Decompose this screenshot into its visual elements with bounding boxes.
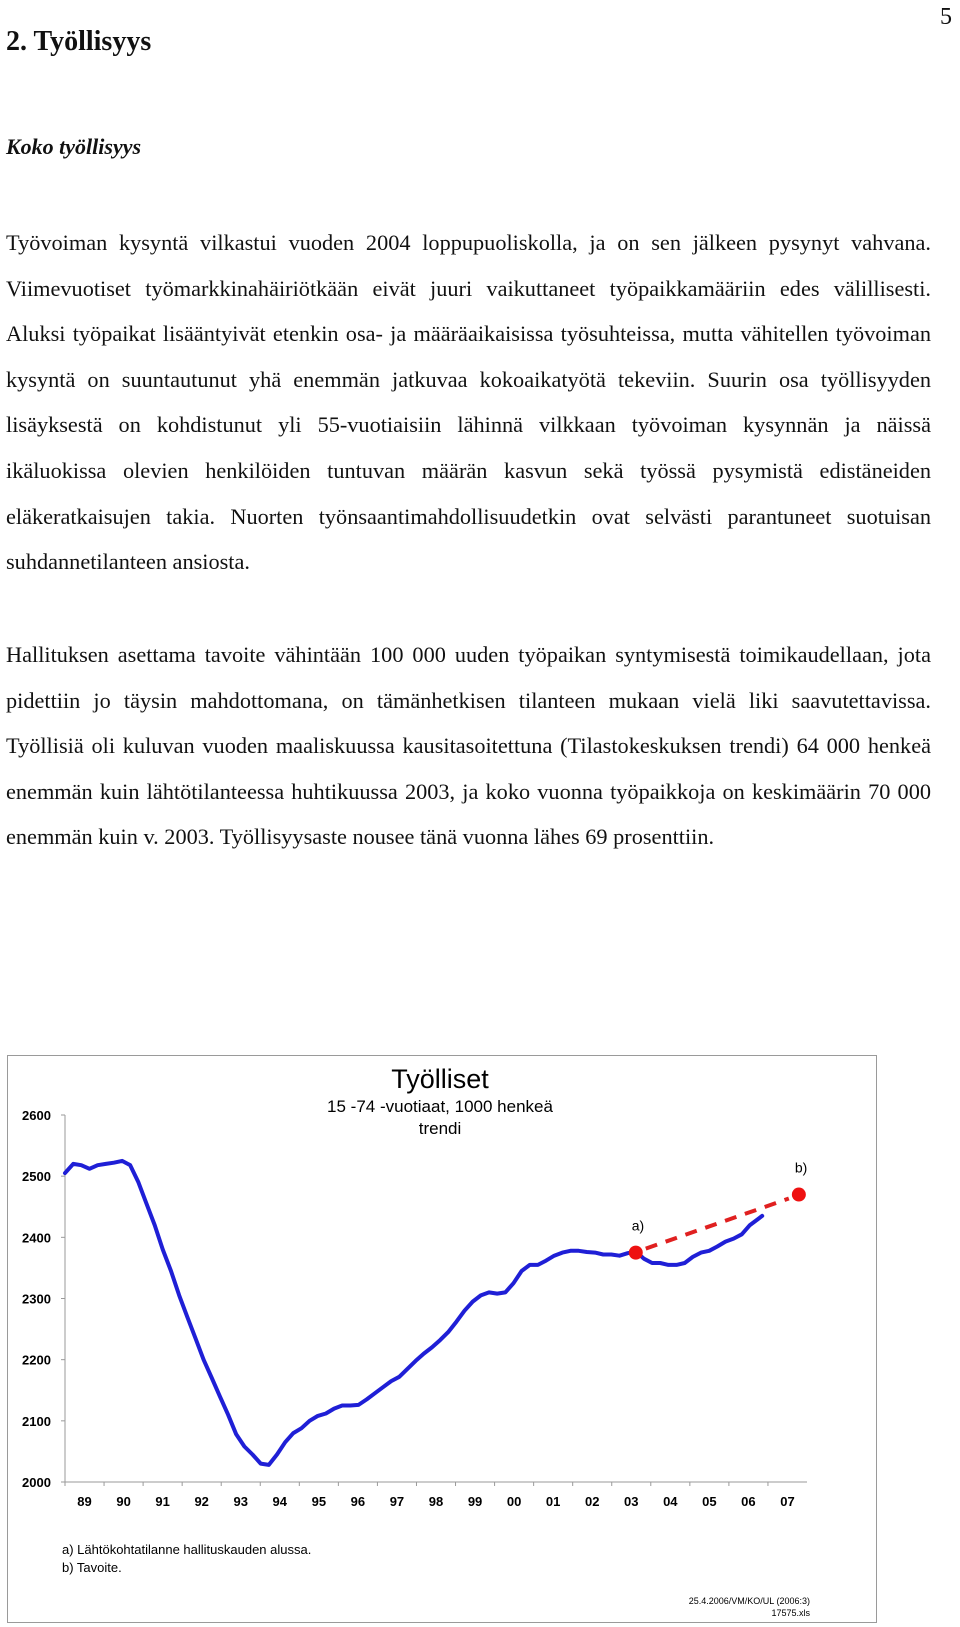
source-line-2: 17575.xls <box>771 1608 810 1618</box>
chart-frame <box>7 1055 877 1623</box>
chart-title: Työlliset <box>391 1064 489 1094</box>
x-tick-label: 90 <box>116 1494 131 1509</box>
x-tick-label: 00 <box>506 1494 522 1509</box>
y-tick-label: 2100 <box>22 1413 51 1429</box>
x-tick-label: 06 <box>741 1494 756 1509</box>
x-tick-label: 98 <box>428 1494 444 1509</box>
marker-a <box>629 1246 643 1260</box>
subheading: Koko työllisyys <box>6 134 142 159</box>
x-tick-label: 05 <box>702 1494 717 1509</box>
employment-trend-line <box>65 1161 762 1465</box>
section-heading: 2. Työllisyys <box>6 26 152 57</box>
x-tick-label: 94 <box>272 1494 288 1509</box>
x-tick-label: 91 <box>155 1494 170 1509</box>
source-line-1: 25.4.2006/VM/KO/UL (2006:3) <box>688 1596 810 1606</box>
chart-subtitle-line1: 15 -74 -vuotiaat, 1000 henkeä <box>327 1097 553 1116</box>
y-tick-label: 2000 <box>22 1475 51 1490</box>
x-tick-label: 95 <box>311 1494 327 1509</box>
series-layer <box>65 1161 789 1465</box>
page-number: 5 <box>940 4 952 30</box>
body-paragraph-2: Hallituksen asettama tavoite vähintään 100 000 uuden työpaikan syntymisestä toimikaudellaan, jota pidettiin jo täysin mahdottomana, on tämänhetkisen tilanteen mukaan vielä liki saavutettavissa. Työllisiä oli kuluvan vuoden maaliskuussa kausitasoitettuna (Tilastokeskuksen trendi) 64 000 henkeä enemmän kuin lähtötilanteessa huhtikuussa 2003, ja koko vuonna työpaikkoja on keskimäärin 70 000 enemmän kuin v. 2003. Työllisyysaste nousee tänä vuonna lähes 69 prosenttiin. <box>6 642 931 850</box>
body-paragraph-1: Työvoiman kysyntä vilkastui vuoden 2004 loppupuoliskolla, ja on sen jälkeen pysynyt vahvana. Viimevuotiset työmarkkinahäiriötkään eivät juuri vaikuttaneet työpaikkamääriin edes välillisesti. Aluksi työpaikat lisääntyivät etenkin osa- ja määräaikaisissa työsuhteissa, mutta vähitellen työvoiman kysyntä on suuntautunut yhä enemmän jatkuvaa kokoaikatyötä tekeviin. Suurin osa työllisyyden lisäyksestä on kohdistunut yli 55-vuotiaisiin lähinnä vilkkaan työvoiman kysynnän ja näissä ikäluokissa olevien henkilöiden tuntuvan määrän kasvun sekä työssä pysymistä edistäneiden eläkeratkaisujen takia. Nuorten työnsaantimahdollisuudetkin ovat selvästi parantuneet suotuisan suhdannetilanteen ansiosta. <box>6 230 931 575</box>
x-tick-label: 89 <box>77 1494 92 1509</box>
target-dashed-line <box>646 1199 789 1249</box>
x-tick-label: 92 <box>194 1494 209 1509</box>
marker-a-label: a) <box>631 1217 645 1234</box>
x-tick-label: 99 <box>467 1494 483 1509</box>
note-b: b) Tavoite. <box>62 1560 122 1575</box>
x-tick-label: 97 <box>389 1494 405 1509</box>
x-tick-label: 03 <box>624 1494 639 1509</box>
y-tick-label: 2400 <box>22 1230 51 1246</box>
x-tick-label: 93 <box>233 1494 248 1509</box>
x-tick-label: 96 <box>350 1494 366 1509</box>
marker-b-label: b) <box>794 1159 808 1176</box>
chart-subtitle-line2: trendi <box>418 1119 462 1138</box>
x-tick-label: 04 <box>663 1494 678 1509</box>
x-axis <box>65 1482 807 1509</box>
note-a: a) Lähtökohtatilanne hallituskauden alussa. <box>62 1542 312 1557</box>
y-tick-label: 2200 <box>22 1352 51 1368</box>
y-axis <box>22 1108 65 1490</box>
marker-b <box>792 1188 806 1202</box>
x-tick-label: 07 <box>780 1494 795 1509</box>
y-tick-label: 2600 <box>22 1108 51 1123</box>
employment-chart <box>8 1056 876 1622</box>
x-tick-label: 01 <box>545 1494 561 1509</box>
y-tick-label: 2300 <box>22 1291 51 1307</box>
x-tick-label: 02 <box>584 1494 600 1509</box>
y-tick-label: 2500 <box>22 1169 51 1185</box>
